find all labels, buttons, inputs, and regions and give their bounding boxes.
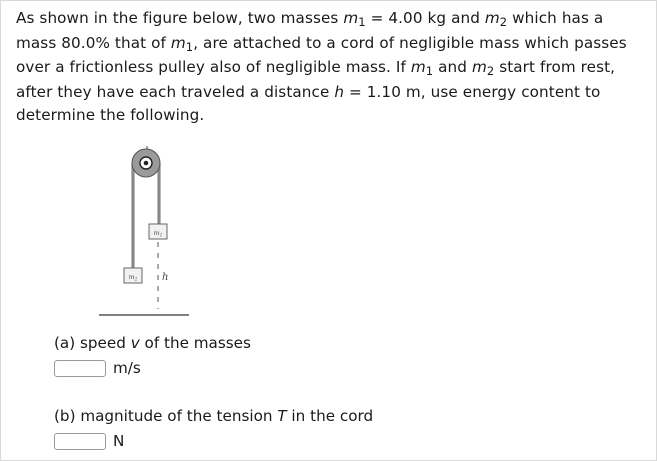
problem-text: which has a mass 80.0% that of xyxy=(16,9,604,52)
problem-statement xyxy=(16,7,646,128)
mass-m1-block xyxy=(149,224,167,239)
var-letter: m xyxy=(170,33,186,52)
var-m2 xyxy=(471,58,495,79)
var-v: v xyxy=(130,334,140,352)
var-subscript: 1 xyxy=(185,39,194,54)
problem-text: As shown in the figure below, two masses xyxy=(16,9,344,27)
mass-m2-block xyxy=(124,268,142,283)
mass-m2-subscript: 2 xyxy=(134,277,138,283)
question-a-suffix: of the masses xyxy=(139,334,251,352)
problem-text: = 4.00 kg and xyxy=(365,9,485,27)
var-h: h xyxy=(334,82,345,101)
var-m1 xyxy=(343,9,365,27)
var-subscript: 1 xyxy=(358,15,366,29)
answer-input-b[interactable] xyxy=(54,433,106,450)
mass-m1-subscript: 1 xyxy=(159,233,163,239)
unit-label-b: N xyxy=(113,432,125,450)
height-label: h xyxy=(162,272,169,283)
question-b-suffix: in the cord xyxy=(286,407,374,425)
var-m2 xyxy=(485,9,507,27)
var-subscript: 2 xyxy=(499,15,508,29)
pulley xyxy=(132,149,160,177)
problem-text: start from rest, after they have each traveled a distance xyxy=(16,58,616,101)
var-subscript: 2 xyxy=(486,64,495,79)
question-a xyxy=(54,334,251,352)
var-letter: m xyxy=(471,58,487,77)
question-a-prefix: (a) speed xyxy=(54,334,131,352)
var-m1 xyxy=(171,34,193,52)
var-m1 xyxy=(410,58,434,79)
problem-text: , are attached to a cord of negligible mass which passes over a frictionless pulley also of negligible mass. If xyxy=(16,33,627,77)
var-letter: m xyxy=(343,9,359,27)
mass-m2-letter: m xyxy=(128,273,135,281)
question-b xyxy=(54,407,373,425)
answer-input-a[interactable] xyxy=(54,360,106,377)
answer-row-b xyxy=(54,432,124,450)
question-b-prefix: (b) magnitude of the tension xyxy=(54,407,278,425)
problem-text: = 1.10 m, use energy content to determine the following. xyxy=(16,82,601,125)
var-letter: m xyxy=(410,58,426,77)
var-letter: m xyxy=(484,9,500,27)
mass-m1-letter: m xyxy=(153,229,160,237)
var-t: T xyxy=(277,407,287,425)
pulley-diagram xyxy=(99,146,199,321)
unit-label-a: m/s xyxy=(113,359,141,377)
pulley-axle xyxy=(144,161,149,166)
var-subscript: 1 xyxy=(425,64,434,79)
problem-text: and xyxy=(433,58,472,77)
answer-row-a xyxy=(54,359,141,377)
